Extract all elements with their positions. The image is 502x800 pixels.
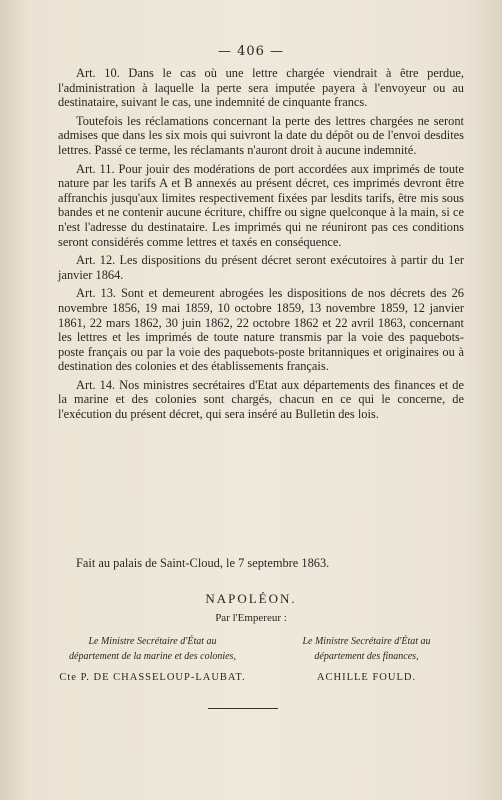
paragraph-art-12: Art. 12. Les dispositions du présent décret seront exécutoires à partir du 1er janvier 1864. xyxy=(58,253,464,282)
signature-right: ACHILLE FOULD. xyxy=(316,672,417,683)
paragraph-art-11: Art. 11. Pour jouir des modérations de port accordées aux imprimés de toute nature par les tarifs A et B annexés au présent décret, ces imprimés devront être affranchis jusqu'aux limites respectivement fixées par lesdits tarifs, être mis sous bandes et ne contenir aucune écriture, chiffre ou signe quelconque à la main, si ce n'est l'adresse du destinataire. Les imprimés qui ne réuniront pas ces conditions seront considérés comme lettres et taxés en conséquence. xyxy=(58,161,464,249)
paragraph-art-13: Art. 13. Sont et demeurent abrogées les dispositions de nos décrets des 26 novembre 1856, 19 mai 1859, 10 octobre 1859, 13 novembre 1859, 12 janvier 1861, 22 mars 1862, 30 juin 1862, 22 octobre 1862 et 22 avril 1863, concernant les lettres et les imprimés de toute nature transmis par la voie des paquebots-poste français ou par la voie des paquebots-poste britanniques et originaires ou à destination des colonies et des établissements français. xyxy=(58,286,464,374)
minister-left-title: Le Ministre Secrétaire d'État au xyxy=(88,636,217,647)
signed-place-date: Fait au palais de Saint-Cloud, le 7 septembre 1863. xyxy=(76,556,330,570)
decree-body xyxy=(58,66,464,426)
by-emperor-line: Par l'Empereur : xyxy=(215,612,287,624)
page-number: — 406 — xyxy=(217,44,285,59)
minister-left xyxy=(50,634,255,664)
paragraph-art-14: Art. 14. Nos ministres secrétaires d'Etat aux départements des finances et de la marine et des colonies sont chargés, chacun en ce qui le concerne, de l'exécution du présent décret, qui sera inséré au Bulletin des lois. xyxy=(58,377,464,422)
minister-right-department: département des finances, xyxy=(314,651,419,662)
minister-right xyxy=(264,634,469,664)
closing-rule xyxy=(208,708,278,709)
paragraph-art-10: Art. 10. Dans le cas où une lettre chargée viendrait à être perdue, l'administration à laquelle la perte sera imputée payera à l'envoyeur ou au destinataire, suivant le cas, une indemnité de cinquante francs. xyxy=(58,66,464,110)
paragraph-art-10-continued: Toutefois les réclamations concernant la perte des lettres chargées ne seront admises que dans les six mois qui suivront la date du dépôt ou de l'envoi desdites lettres. Passé ce terme, les réclamants n'auront droit à aucune indemnité. xyxy=(58,113,464,157)
emperor-signature: NAPOLÉON. xyxy=(205,591,297,606)
signature-left: Cte P. DE CHASSELOUP-LAUBAT. xyxy=(59,672,246,683)
minister-left-department: département de la marine et des colonies, xyxy=(69,651,236,662)
minister-right-title: Le Ministre Secrétaire d'État au xyxy=(302,636,431,647)
